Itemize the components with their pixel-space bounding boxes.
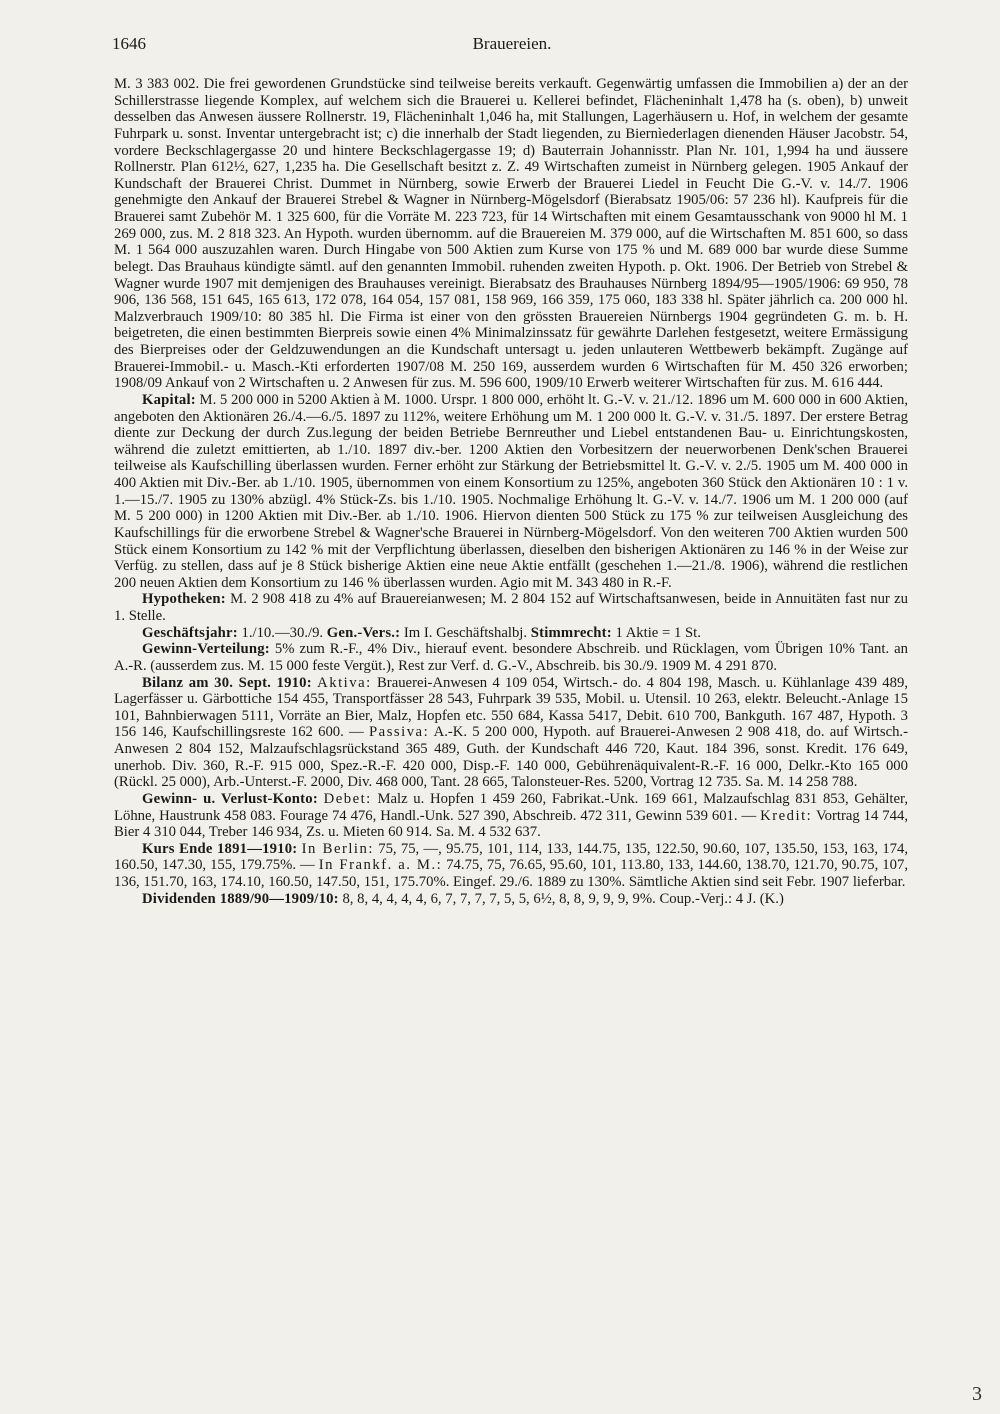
hypotheken-label: Hypotheken: xyxy=(142,591,226,608)
guv-kredit-text: Vortrag 14 744, Bier 4 310 044, Treber 146 934, Zs. u. Mieten 60 914. Sa. M. 4 532 637. xyxy=(114,807,909,841)
bilanz-passiva-text: A.-K. 5 200 000, Hypoth. auf Brauerei-Anwesen 2 908 418, do. auf Wirtsch.-Anwesen 2 804 152, Malzaufschlagsrückstand 365 489, Guth. der Kundschaft 446 720, Kaut. 184 396, sonst. Kredit. 176 649, unerhob. Div. 360, R.-F. 915 000, Spez.-R.-F. 420 000, Disp.-F. 140 000, Gebührenäquivalent-R.-F. 16 000, Delkr.-Kto 165 000 (Rückl. 25 000), Arb.-Unterst.-F. 2000, Div. 468 000, Tant. 28 665, Talonsteuer-Res. 5200, Vortrag 12 735. Sa. M. 14 258 788. xyxy=(114,724,908,791)
bilanz-section xyxy=(114,675,908,791)
body-text xyxy=(114,76,908,907)
guv-debet-text: Malz u. Hopfen 1 459 260, Fabrikat.-Unk. 169 661, Malzaufschlag 831 853, Gehälter, Löhne, Haustrunk 458 083. Fourage 74 476, Handl.-Unk. 527 390, Abschreib. 472 311, Gewinn 539 601. — xyxy=(114,790,908,824)
genvers-label: Gen.-Vers.: xyxy=(326,624,401,641)
bilanz-passiva-label: Passiva: xyxy=(369,724,430,741)
guv-debet-label: Debet: xyxy=(323,790,372,807)
page-header xyxy=(112,34,912,58)
hypotheken-text: M. 2 908 418 zu 4% auf Brauereianwesen; M. 2 804 152 auf Wirtschaftsanwesen, beide in Annuitäten fast nur zu 1. Stelle. xyxy=(114,591,908,624)
bilanz-aktiva-label: Aktiva: xyxy=(317,674,372,691)
bilanz-label: Bilanz am 30. Sept. 1910: xyxy=(142,674,312,691)
kurs-frankfurt-text: 74.75, 75, 76.65, 95.60, 101, 113.80, 133, 144.60, 138.70, 121.70, 90.75, 107, 136, 151.70, 163, 174.10, 160.50, 147.50, 151, 175.70%. Eingef. 29./6. 1889 zu 130%. Sämtliche Aktien sind seit Febr. 1907 lieferbar. xyxy=(114,857,908,890)
guv-kredit-label: Kredit: xyxy=(760,807,813,824)
gewinnverteilung-section xyxy=(114,641,908,674)
guv-label: Gewinn- u. Verlust-Konto: xyxy=(142,790,318,807)
dividenden-text: 8, 8, 4, 4, 4, 4, 6, 7, 7, 7, 7, 5, 5, 6½, 8, 8, 9, 9, 9, 9%. Coup.-Verj.: 4 J. (K.) xyxy=(342,890,784,907)
geschaeftsjahr-section xyxy=(114,625,908,642)
intro-paragraph: M. 3 383 002. Die frei gewordenen Grundstücke sind teilweise bereits verkauft. Gegenwärtig umfassen die Immobilien a) der an der Schillerstrasse liegende Komplex, auf welchem sich die Brauerei u. Kellerei befindet, Flächeninhalt 1,478 ha (s. oben), b) unweit desselben das Anwesen äussere Rollnerstr. 19, Flächeninhalt 1,046 ha, mit Stallungen, Lagerhäusern u. Hof, in welchem der gesamte Fuhrpark u. sonst. Inventar untergebracht ist; c) die innerhalb der Stadt liegenden, zu Biernìederlagen dienenden Häuser Jacobstr. 54, vordere Beckschlagergasse 20 und hintere Beckschlagergasse 19; d) Bauterrain Johannisstr. Plan Nr. 101, 1,994 ha und äussere Rollnerstr. Plan 612½, 627, 1,235 ha. Die Gesellschaft besitzt z. Z. 49 Wirtschaften zumeist in Nürnberg gelegen. 1905 Ankauf der Kundschaft der Brauerei Christ. Dummet in Nürnberg, sowie Erwerb der Brauerei Liedel in Feucht Die G.-V. v. 14./7. 1906 genehmigte den Ankauf der Brauerei Strebel & Wagner in Nürnberg-Mögelsdorf (Bierabsatz 1905/06: 57 236 hl). Kaufpreis für die Brauerei samt Zubehör M. 1 325 600, für die Vorräte M. 223 723, für 14 Wirtschaften mit einem Gesamtausschank von 9000 hl M. 1 269 000, zus. M. 2 818 323. An Hypoth. wurden übernomm. auf die Brauereien M. 379 000, auf die Wirtschaften M. 851 600, so dass M. 1 564 000 auszuzahlen waren. Durch Hingabe von 500 Aktien zum Kurse von 175 % und M. 689 000 bar wurde diese Summe belegt. Das Brauhaus kündigte sämtl. auf den genannten Immobil. ruhenden zweiten Hypoth. p. Okt. 1906. Der Betrieb von Strebel & Wagner wurde 1907 mit demjenigen des Brauhauses vereinigt. Bierabsatz des Brauhauses Nürnberg 1894/95—1905/1906: 69 950, 78 906, 136 568, 151 645, 165 613, 172 078, 164 054, 157 081, 158 969, 166 359, 175 060, 183 338 hl. Später jährlich ca. 200 000 hl. Malzverbrauch 1909/10: 80 385 hl. Die Firma ist einer von den grössten Brauereien Nürnbergs 1904 gegründeten G. m. b. H. beigetreten, die einen bestimmten Bierpreis sowie einen 4% Minimalzinssatz für gewährte Darlehen festgesetzt, weitere Ermässigung des Bierpreises oder der Geldzuwendungen an die Kundschaft untersagt u. jeden unlauteren Wettbewerb bekämpft. Zugänge auf Brauerei-Immobil.- u. Masch.-Kti erforderten 1907/08 M. 250 169, ausserdem wurden 6 Wirtschaften für M. 450 326 erworben; 1908/09 Ankauf von 2 Wirtschaften u. 2 Anwesen für zus. M. 596 600, 1909/10 Erwerb weiterer Wirtschaften für zus. M. 616 444. xyxy=(114,76,908,392)
kurs-berlin-text: 75, 75, —, 95.75, 101, 114, 133, 144.75, 135, 122.50, 90.60, 107, 135.50, 153, 163, 174, 160.50, 147.30, 155, 179.75%. — xyxy=(114,840,909,874)
kurs-berlin-label: In Berlin: xyxy=(301,840,374,857)
guv-section xyxy=(114,791,908,841)
stimmrecht-text: 1 Aktie = 1 St. xyxy=(615,624,701,641)
kapital-text: M. 5 200 000 in 5200 Aktien à M. 1000. Urspr. 1 800 000, erhöht lt. G.-V. v. 21./12. 1896 um M. 600 000 in 600 Aktien, angeboten den Aktionären 26./4.—6./5. 1897 zu 112%, weitere Erhöhung um M. 1 200 000 lt. G.-V. v. 31./5. 1897. Der erstere Betrag diente zur Deckung der durch Zus.legung der beiden Betriebe Bernreuther und Liebel entstandenen Bau- u. Einrichtungskosten, während die zuletzt emittierten, ab 1./10. 1897 div.-ber. 1200 Aktien den Vorbesitzern der neuerworbenen Denk'schen Brauerei teilweise als Kaufschilling überlassen wurden. Ferner erhöht zur Stärkung der Betriebsmittel lt. G.-V. v. 2./5. 1905 um M. 400 000 in 400 Aktien mit Div.-Ber. ab 1./10. 1905, übernommen von einem Konsortium zu 125%, angeboten 360 Stück den Aktionären 10 : 1 v. 1.—15./7. 1905 zu 130% abzügl. 4% Stück-Zs. bis 1./10. 1905. Nochmalige Erhöhung lt. G.-V. v. 14./7. 1906 um M. 1 200 000 (auf M. 5 200 000) in 1200 Aktien mit Div.-Ber. ab 1./10. 1906. Hiervon dienten 500 Stück zu 175 % zur teilweisen Ausgleichung des Kaufschillings für die erworbene Strebel & Wagner'sche Brauerei in Nürnberg-Mögelsdorf. Von den weiteren 700 Aktien wurden 500 Stück einem Konsortium zu 142 % mit der Verpflichtung überlassen, dieselben den bisherigen Aktionären zu 146 % in der Weise zur Verfüg. zu stellen, dass auf je 8 Stück bisherige Aktien eine neue Aktie entfällt (geschehen 1.—21./8. 1906), während die restlichen 200 neuen Aktien dem Konsortium zu 146 % überlassen wurden. Agio mit M. 343 480 in R.-F. xyxy=(114,391,908,591)
gewinnverteilung-text: 5% zum R.-F., 4% Div., hierauf event. besondere Abschreib. und Rücklagen, vom Übrigen 10% Tant. an A.-R. (ausserdem zus. M. 15 000 feste Vergüt.), Rest zur Verf. d. G.-V., Abschreib. bis 30./9. 1909 M. 4 291 870. xyxy=(114,641,908,674)
dividenden-label: Dividenden 1889/90—1909/10: xyxy=(142,890,339,907)
kapital-section xyxy=(114,392,908,592)
margin-mark: 3 xyxy=(972,1383,982,1405)
stimmrecht-label: Stimmrecht: xyxy=(530,624,612,641)
hypotheken-section xyxy=(114,591,908,624)
kurs-label: Kurs Ende 1891—1910: xyxy=(142,840,298,857)
dividenden-section xyxy=(114,891,908,908)
page-number: 1646 xyxy=(112,34,146,53)
geschaeftsjahr-label: Geschäftsjahr: xyxy=(142,624,238,641)
kapital-label: Kapital: xyxy=(142,391,196,408)
genvers-text: Im I. Geschäftshalbj. xyxy=(403,624,528,641)
gewinnverteilung-label: Gewinn-Verteilung: xyxy=(142,641,270,658)
kurs-frankfurt-label: In Frankf. a. M.: xyxy=(318,857,443,874)
geschaeftsjahr-text: 1./10.—30./9. xyxy=(241,624,324,641)
kurs-section xyxy=(114,841,908,891)
running-title: Brauereien. xyxy=(472,34,552,53)
bilanz-aktiva-text: Brauerei-Anwesen 4 109 054, Wirtsch.- do. 4 804 198, Masch. u. Kühlanlage 439 489, Lagerfässer u. Gärbottiche 154 455, Transportfässer 28 543, Fuhrpark 39 535, Mobil. u. Utensil. 10 263, elektr. Beleucht.-Anlage 15 101, Bahnbierwagen 5111, Vorräte an Bier, Malz, Hopfen etc. 550 684, Kassa 5417, Debit. 610 700, Bankguth. 167 487, Hypoth. 3 156 146, Kaufschillingsreste 162 600. — xyxy=(114,674,909,741)
